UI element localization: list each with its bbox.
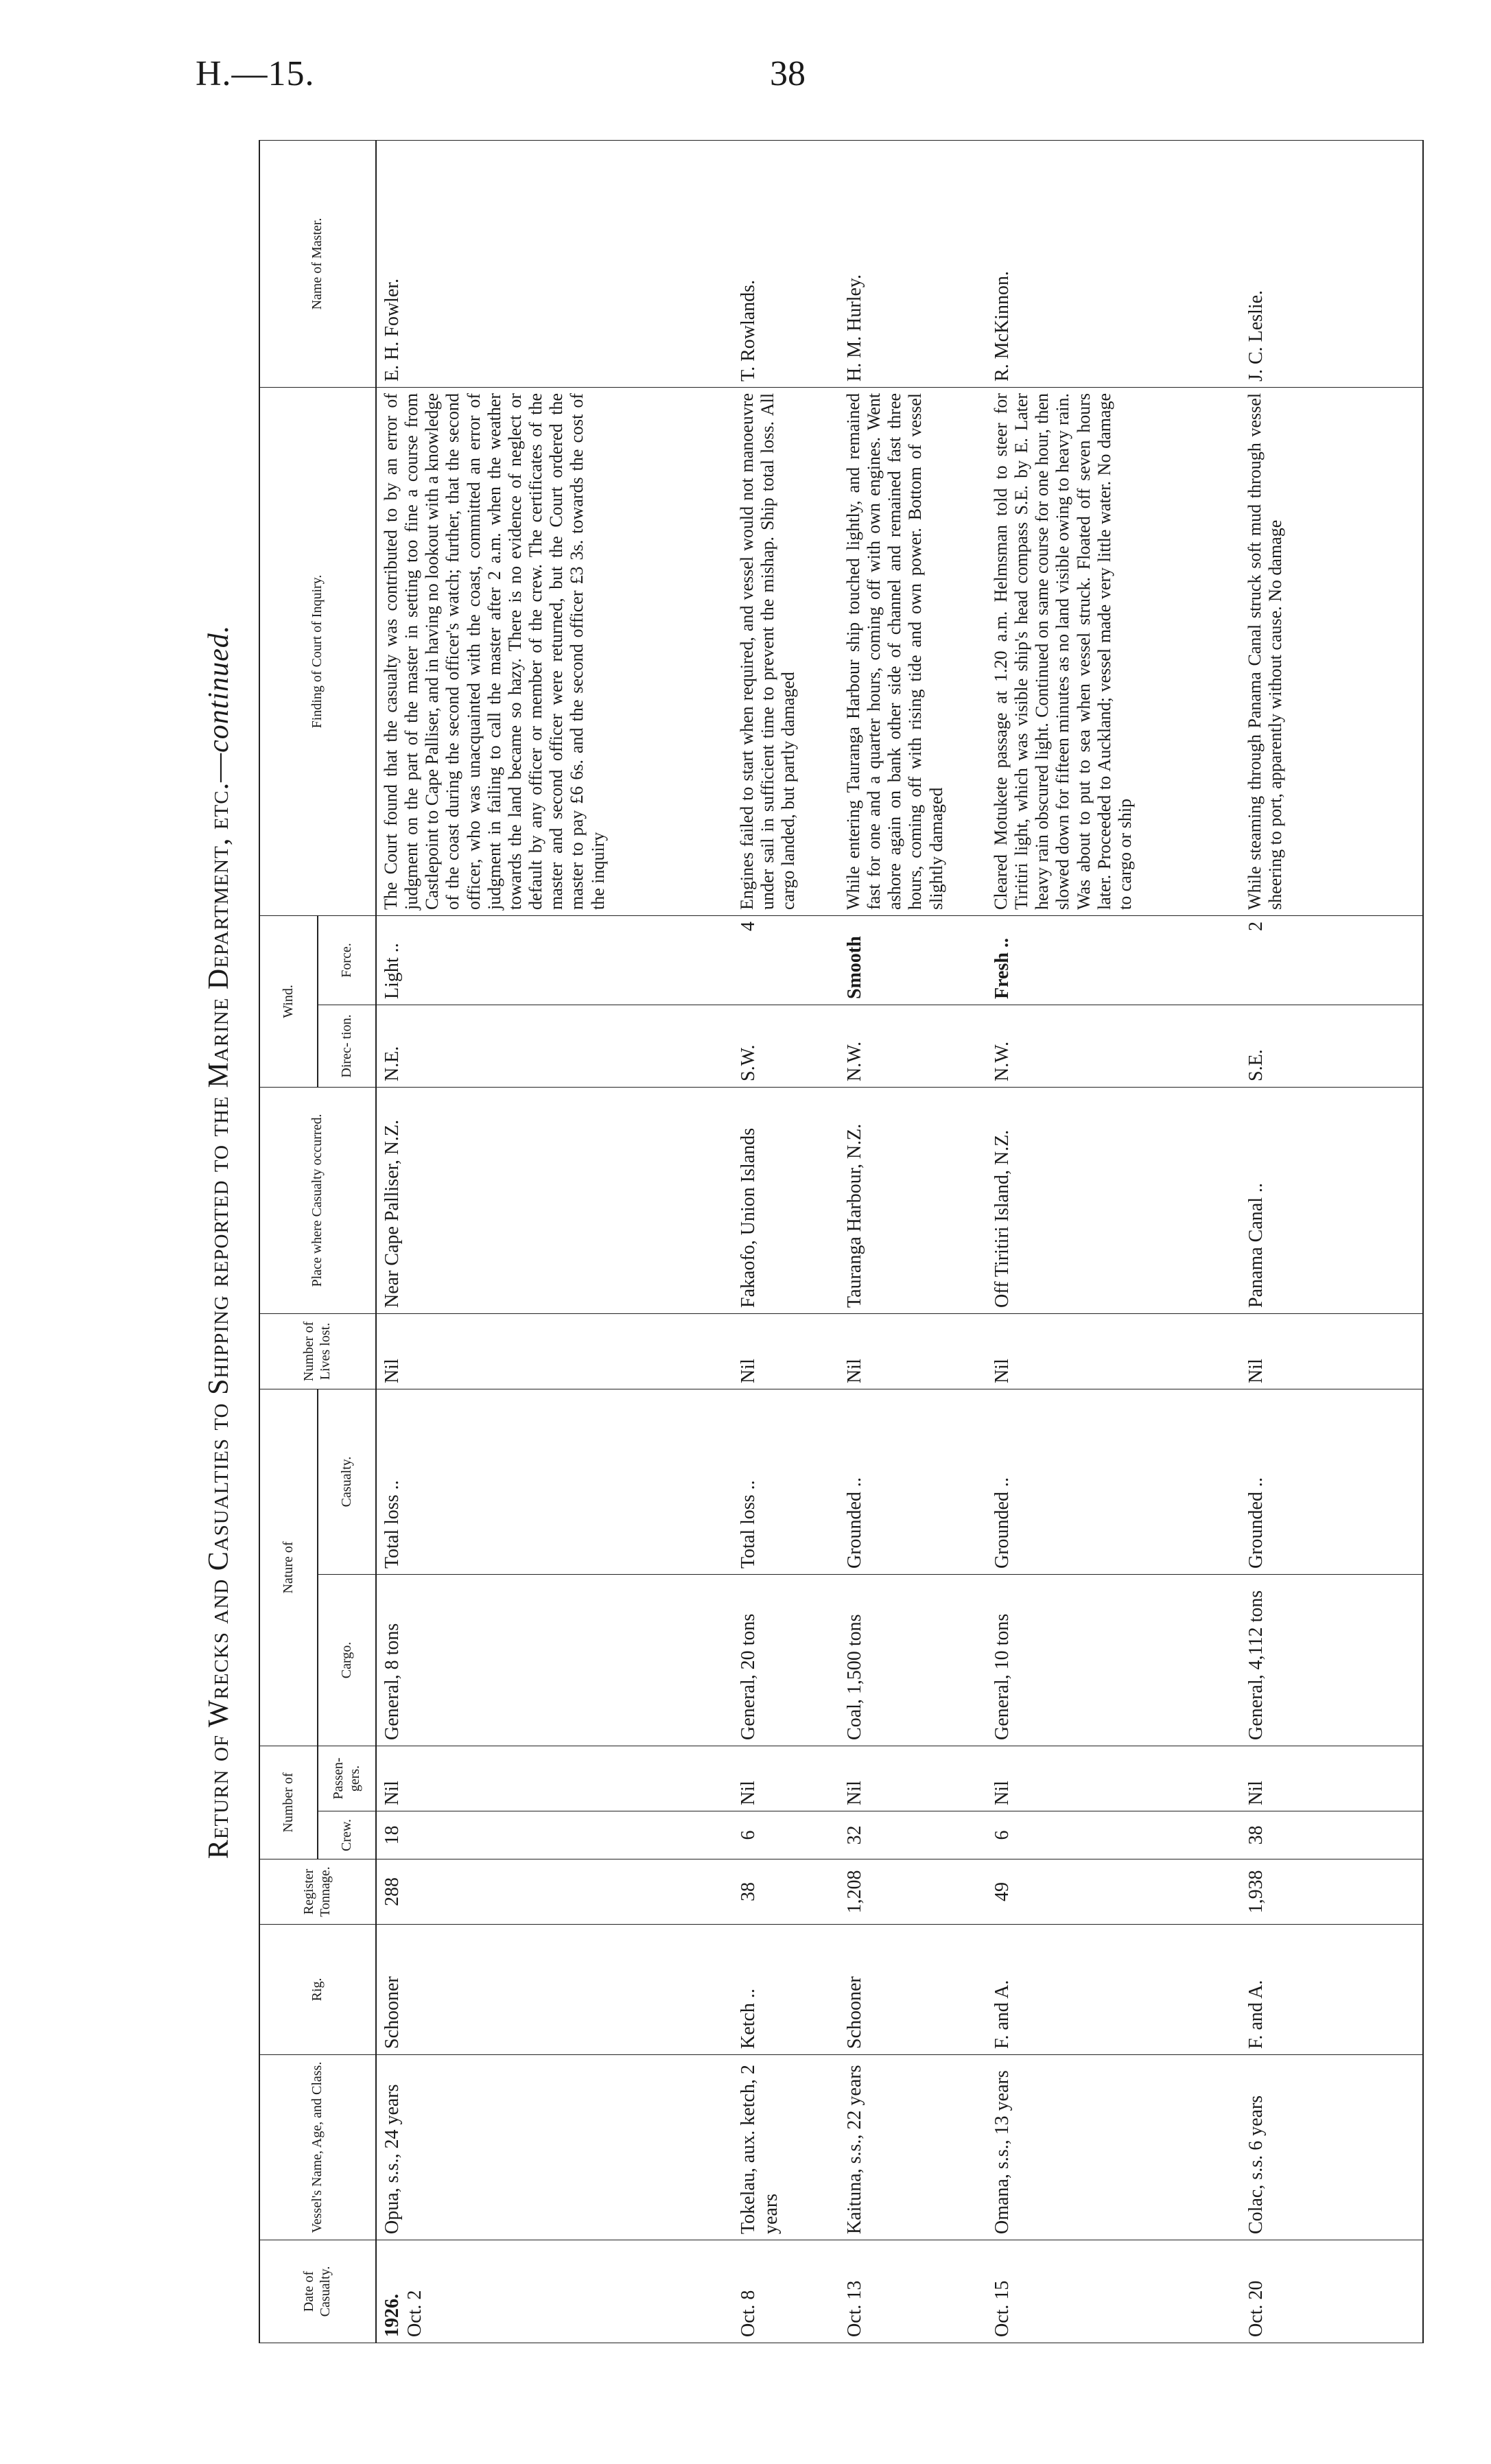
col-wind-force: Force. [318, 915, 376, 1005]
cell-master: E. H. Fowler. [376, 140, 733, 387]
rotated-table-region [202, 141, 1424, 2343]
cell-cargo: General, 10 tons [987, 1574, 1241, 1746]
cell-finding: While entering Tauranga Harbour ship touched lightly, and remained fast for one and a quarter hours, coming off with own engines. Went ashore again on bank other side of channel and remained fast three hours, coming off with rising tide and own power. Bottom of vessel slightly damaged [839, 387, 987, 915]
page-number: 38 [770, 54, 806, 93]
cell-place: Near Cape Palliser, N.Z. [376, 1087, 733, 1313]
cell-vessel: Opua, s.s., 24 years [376, 2055, 733, 2240]
cell-casualty: Total loss .. [376, 1389, 733, 1574]
page-reference: H.—15. [196, 54, 315, 93]
cell-finding: While steaming through Panama Canal struck soft mud through vessel sheering to port, apparently without cause. No damage [1241, 387, 1423, 915]
cell-wind-force: Smooth [839, 915, 987, 1005]
year-label: 1926. [381, 2294, 403, 2337]
cell-place: Fakaofo, Union Islands [733, 1087, 839, 1313]
cell-place: Off Tiritiri Island, N.Z. [987, 1087, 1241, 1313]
cell-rig: Ketch .. [733, 1925, 839, 2055]
col-number-of: Number of [259, 1746, 318, 1859]
cell-vessel: Omana, s.s., 13 years [987, 2055, 1241, 2240]
cell-master: H. M. Hurley. [839, 140, 987, 387]
cell-date: Oct. 8 [733, 2240, 839, 2343]
cell-wind-direction: S.E. [1241, 1005, 1423, 1087]
cell-passengers: Nil [987, 1746, 1241, 1811]
cell-crew: 18 [376, 1811, 733, 1859]
cell-date: Oct. 15 [987, 2240, 1241, 2343]
cell-cargo: General, 8 tons [376, 1574, 733, 1746]
table-row [1241, 140, 1423, 2343]
cell-rig: Schooner [839, 1925, 987, 2055]
cell-wind-force: Light .. [376, 915, 733, 1005]
cell-cargo: General, 20 tons [733, 1574, 839, 1746]
cell-place: Panama Canal .. [1241, 1087, 1423, 1313]
col-tonnage: Register Tonnage. [259, 1859, 376, 1925]
col-lives-lost: Number of Lives lost. [259, 1313, 376, 1389]
cell-tonnage: 49 [987, 1859, 1241, 1925]
cell-vessel: Colac, s.s. 6 years [1241, 2055, 1423, 2240]
cell-passengers: Nil [839, 1746, 987, 1811]
cell-passengers: Nil [1241, 1746, 1423, 1811]
cell-master: T. Rowlands. [733, 140, 839, 387]
col-master: Name of Master. [259, 140, 376, 387]
title-continued: continued. [203, 624, 235, 753]
cell-cargo: Coal, 1,500 tons [839, 1574, 987, 1746]
col-place: Place where Casualty occurred. [259, 1087, 376, 1313]
cell-passengers: Nil [376, 1746, 733, 1811]
cell-tonnage: 288 [376, 1859, 733, 1925]
col-wind: Wind. [259, 915, 318, 1087]
col-rig: Rig. [259, 1925, 376, 2055]
cell-master: R. McKinnon. [987, 140, 1241, 387]
cell-lives: Nil [1241, 1313, 1423, 1389]
cell-casualty: Total loss .. [733, 1389, 839, 1574]
col-finding: Finding of Court of Inquiry. [259, 387, 376, 915]
cell-lives: Nil [376, 1313, 733, 1389]
cell-tonnage: 38 [733, 1859, 839, 1925]
cell-crew: 6 [733, 1811, 839, 1859]
cell-rig: F. and A. [987, 1925, 1241, 2055]
col-passengers: Passen- gers. [318, 1746, 376, 1811]
cell-vessel: Kaituna, s.s., 22 years [839, 2055, 987, 2240]
cell-lives: Nil [987, 1313, 1241, 1389]
cell-passengers: Nil [733, 1746, 839, 1811]
col-vessel: Vessel's Name, Age, and Class. [259, 2055, 376, 2240]
cell-date: 1926. Oct. 2 [376, 2240, 733, 2343]
cell-wind-direction: N.E. [376, 1005, 733, 1087]
cell-place: Tauranga Harbour, N.Z. [839, 1087, 987, 1313]
cell-finding: Engines failed to start when required, and vessel would not manoeuvre under sail in sufficient time to prevent the mishap. Ship total loss. All cargo landed, but partly damaged [733, 387, 839, 915]
cell-wind-force: 2 [1241, 915, 1423, 1005]
document-title [202, 141, 250, 2343]
col-casualty: Casualty. [318, 1389, 376, 1574]
table-row [376, 140, 733, 2343]
casualties-table [259, 140, 1424, 2343]
table-row [839, 140, 987, 2343]
cell-wind-force: 4 [733, 915, 839, 1005]
cell-casualty: Grounded .. [1241, 1389, 1423, 1574]
cell-cargo: General, 4,112 tons [1241, 1574, 1423, 1746]
cell-rig: F. and A. [1241, 1925, 1423, 2055]
title-main: Return of Wrecks and Casualties to Shipping reported to the Marine Department, etc.— [203, 752, 235, 1859]
col-wind-direction: Direc- tion. [318, 1005, 376, 1087]
col-cargo: Cargo. [318, 1574, 376, 1746]
cell-lives: Nil [839, 1313, 987, 1389]
col-nature-of: Nature of [259, 1389, 318, 1746]
cell-vessel: Tokelau, aux. ketch, 2 years [733, 2055, 839, 2240]
cell-crew: 32 [839, 1811, 987, 1859]
cell-crew: 38 [1241, 1811, 1423, 1859]
cell-finding: The Court found that the casualty was contributed to by an error of judgment on the part of the master in setting too fine a course from Castlepoint to Cape Palliser, and in having no lookout with a knowledge of the coast during the second officer's watch; further, that the second officer, who was unacquainted with the coast, committed an error of judgment in failing to call the master after 2 a.m. when the weather towards the land became so hazy. There is no evidence of neglect or default by any officer or member of the crew. The certificates of the master and second officer were returned, but the Court ordered the master to pay £6 6s. and the second officer £3 3s. towards the cost of the inquiry [376, 387, 733, 915]
col-crew: Crew. [318, 1811, 376, 1859]
cell-crew: 6 [987, 1811, 1241, 1859]
cell-wind-force: Fresh .. [987, 915, 1241, 1005]
cell-date: Oct. 13 [839, 2240, 987, 2343]
cell-master: J. C. Leslie. [1241, 140, 1423, 387]
cell-wind-direction: N.W. [839, 1005, 987, 1087]
cell-wind-direction: N.W. [987, 1005, 1241, 1087]
cell-casualty: Grounded .. [987, 1389, 1241, 1574]
cell-tonnage: 1,208 [839, 1859, 987, 1925]
cell-date: Oct. 20 [1241, 2240, 1423, 2343]
cell-rig: Schooner [376, 1925, 733, 2055]
col-date: Date of Casualty. [259, 2240, 376, 2343]
cell-finding: Cleared Motukete passage at 1.20 a.m. Helmsman told to steer for Tiritiri light, which was visible ship's head compass S.E. by E. Later heavy rain obscured light. Continued on same course for one hour, then slowed down for fifteen minutes as no land visible owing to heavy rain. Was about to put to sea when vessel struck. Floated off seven hours later. Proceeded to Auckland; vessel made very little water. No damage to cargo or ship [987, 387, 1241, 915]
cell-wind-direction: S.W. [733, 1005, 839, 1087]
cell-tonnage: 1,938 [1241, 1859, 1423, 1925]
cell-casualty: Grounded .. [839, 1389, 987, 1574]
table-row [987, 140, 1241, 2343]
table-row [733, 140, 839, 2343]
cell-lives: Nil [733, 1313, 839, 1389]
